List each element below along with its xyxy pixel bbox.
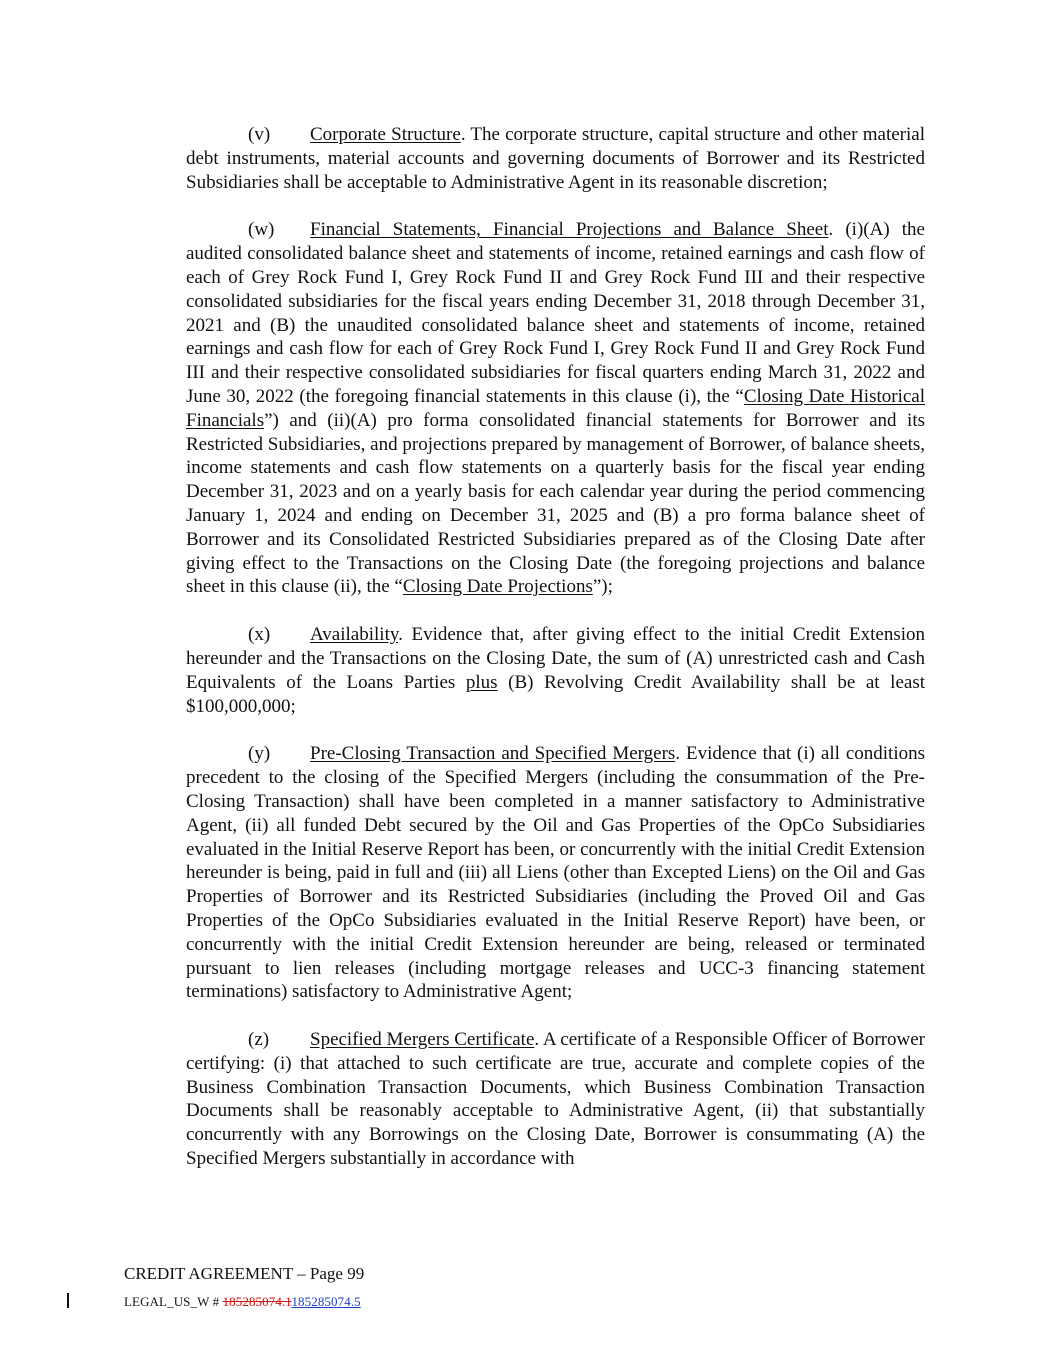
paragraph-marker: (y)	[248, 743, 271, 765]
paragraph-w	[186, 218, 925, 599]
deleted-doc-id: 185285074.1	[222, 1294, 292, 1309]
heading-period: .	[534, 1029, 540, 1051]
footer-page-label: CREDIT AGREEMENT – Page 99	[124, 1264, 365, 1283]
paragraph-marker: (v)	[248, 124, 271, 145]
paragraph-body: (B) Revolving Credit Availability shall be at least $100,000,000;	[186, 671, 925, 717]
paragraph-body: ”) and (ii)(A) pro forma consolidated financial statements for Borrower and its Restricted Subsidiaries, and projections prepared by management of Borrower, of balance sheets, income statements and cash flow statements on a quarterly basis for the fiscal year ending December 31, 2023 and on a yearly basis for each calendar year during the period commencing January 1, 2024 and ending on December 31, 2025 and (B) a pro forma balance sheet of Borrower and its Consolidated Restricted Subsidiaries prepared as of the Closing Date after giving effect to the Transactions on the Closing Date (the foregoing projections and balance sheet in this clause (ii), the “	[186, 409, 925, 598]
page-footer	[124, 1264, 364, 1311]
paragraph-heading: Corporate Structure	[310, 124, 461, 145]
emphasis-term: plus	[465, 671, 498, 693]
heading-period: .	[398, 624, 403, 646]
document-body	[186, 123, 925, 1195]
paragraph-marker: (z)	[248, 1029, 270, 1051]
paragraph-v	[186, 123, 925, 194]
footer-doc-id	[124, 1294, 361, 1309]
paragraph-marker: (x)	[248, 624, 271, 646]
defined-term: Closing Date Historical Financials	[186, 385, 925, 431]
heading-period: .	[460, 124, 466, 145]
paragraph-body: ”);	[592, 576, 613, 598]
inserted-doc-id: 185285074.5	[291, 1294, 361, 1309]
paragraph-heading: Pre-Closing Transaction and Specified Mergers	[310, 743, 676, 765]
paragraph-y	[186, 742, 925, 1004]
paragraph-body: Evidence that (i) all conditions precedent to the closing of the Specified Mergers (including the consummation of the Pre-Closing Transaction) shall have been completed in a manner satisfactory to Administrative Agent, (ii) all funded Debt secured by the Oil and Gas Properties of the OpCo Subsidiaries evaluated in the Initial Reserve Report has been, or concurrently with the initial Credit Extension hereunder is being, paid in full and (iii) all Liens (other than Excepted Liens) on the Oil and Gas Properties of Borrower and its Restricted Subsidiaries (including the Proved Oil and Gas Properties of the OpCo Subsidiaries evaluated in the Initial Reserve Report) have been, or concurrently with the initial Credit Extension hereunder are being, released or terminated pursuant to lien releases (including mortgage releases and UCC-3 financing statement terminations) satisfactory to Administrative Agent;	[186, 743, 925, 1003]
heading-period: .	[828, 219, 834, 241]
paragraph-heading: Financial Statements, Financial Projections and Balance Sheet	[310, 219, 829, 241]
doc-id-prefix: LEGAL_US_W #	[124, 1294, 223, 1309]
paragraph-heading: Availability	[310, 624, 399, 646]
paragraph-z	[186, 1028, 925, 1171]
paragraph-x	[186, 623, 925, 718]
defined-term: Closing Date Projections	[402, 576, 593, 598]
paragraph-body: (i)(A) the audited consolidated balance sheet and statements of income, retained earnings and cash flow of each of Grey Rock Fund I, Grey Rock Fund II and Grey Rock Fund III and their respective consolidated subsidiaries for the fiscal years ending December 31, 2018 through December 31, 2021 and (B) the unaudited consolidated balance sheet and statements of income, retained earnings and cash flow for each of Grey Rock Fund I, Grey Rock Fund II and Grey Rock Fund III and their respective consolidated subsidiaries for fiscal quarters ending March 31, 2022 and June 30, 2022 (the foregoing financial statements in this clause (i), the “	[186, 219, 925, 407]
paragraph-body: Evidence that, after giving effect to the initial Credit Extension hereunder and the Transactions on the Closing Date, the sum of (A) unrestricted cash and Cash Equivalents of the Loans Parties	[186, 624, 925, 693]
heading-period: .	[675, 743, 681, 765]
paragraph-heading: Specified Mergers Certificate	[310, 1029, 535, 1051]
paragraph-body: A certificate of a Responsible Officer of Borrower certifying: (i) that attached to such certificate are true, accurate and complete copies of the Business Combination Transaction Documents, which Business Combination Transaction Documents shall be reasonably acceptable to Administrative Agent, (ii) that substantially concurrently with any Borrowings on the Closing Date, Borrower is consummating (A) the Specified Mergers substantially in accordance with	[186, 1029, 926, 1170]
paragraph-body: The corporate structure, capital structure and other material debt instruments, material accounts and governing documents of Borrower and its Restricted Subsidiaries shall be acceptable to Administrative Agent in its reasonable discretion;	[186, 124, 925, 193]
paragraph-marker: (w)	[248, 219, 275, 241]
revision-change-bar	[67, 1293, 69, 1308]
